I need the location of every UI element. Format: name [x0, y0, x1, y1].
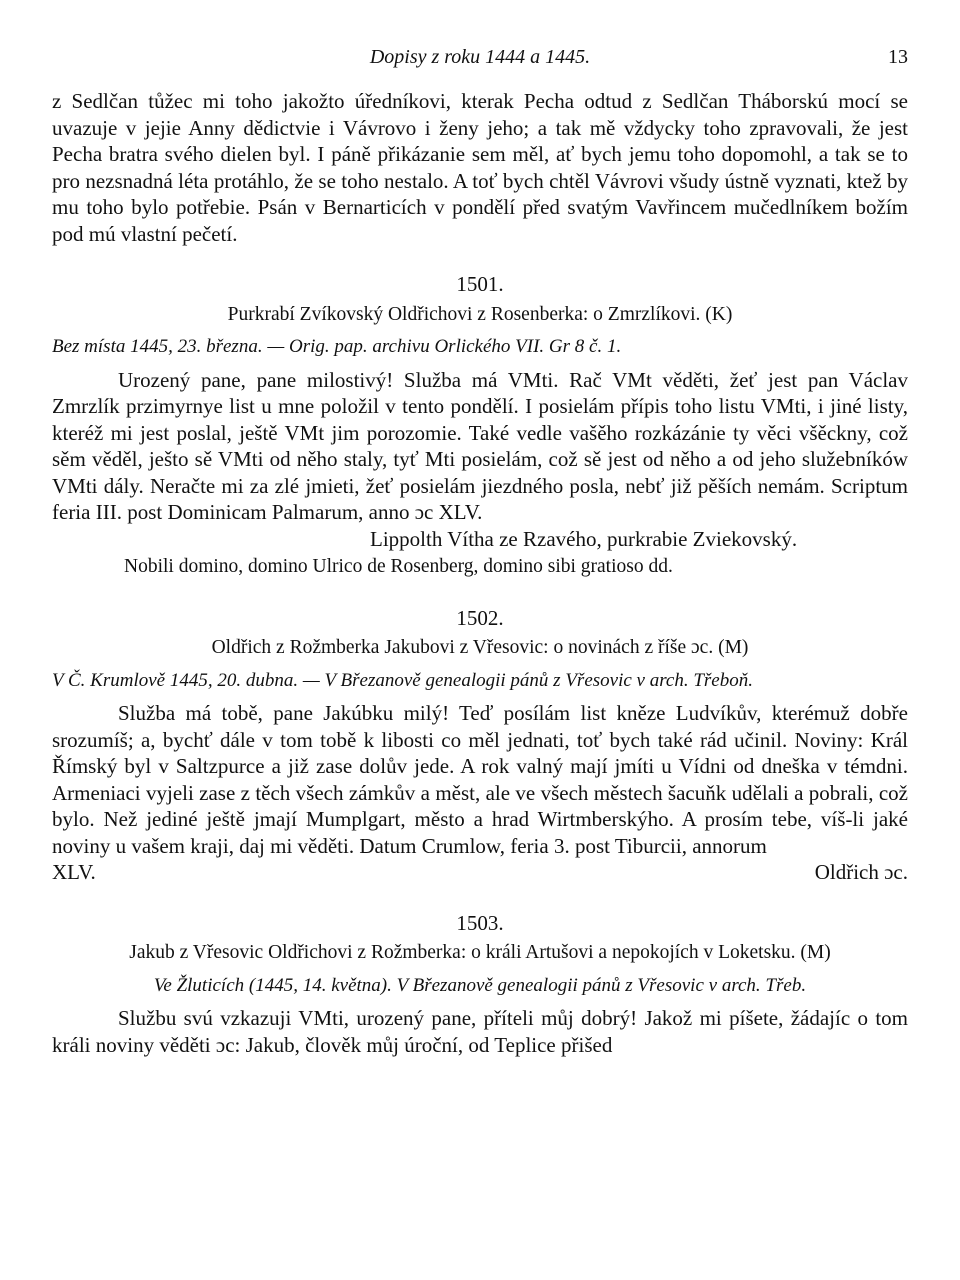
letter-regest: Oldřich z Rožmberka Jakubovi z Vřesovic: o novinách z říše ɔc. (M): [211, 637, 749, 658]
letter-signature: Lippolth Vítha ze Rzavého, purkrabie Zviekovský.: [370, 526, 798, 551]
letter-source: Bez místa 1445, 23. března. — Orig. pap. archivu Orlického VII. Gr 8 č. 1.: [52, 336, 622, 357]
page-header: [52, 44, 908, 72]
letter-source: Ve Žluticích (1445, 14. května). V Březanově genealogii pánů z Vřesovic v arch. Třeb.: [153, 974, 807, 996]
letter-body: Urozený pane, pane milostivý! Služba má VMti. Rač VMt věděti, žeť jest pan Václav Zmrzlík przimyrnye list u mne položil v tento pondělí. I posielám přípis toho listu VMti, i jiné listy, kteréž mi jest poslal, ještě VMt jim porozomie. Také vedle vašěho rozkázánie ty věci všěckny, což sěm věděl, ješto sě VMti od něho staly, tyť Mti posielám, což sě jest od něho a od jeho služebníków VMti dály. Neračte mi za zlé jmieti, žeť posielám jiezdného posla, nebť již pěších nemám. Scriptum feria III. post Dominicam Palmarum, anno ɔc XLV.: [52, 367, 908, 524]
letter-closing: [52, 859, 908, 886]
letter-1502: [52, 605, 908, 886]
letter-regest: Jakub z Vřesovic Oldřichovi z Rožmberka: o králi Artušovi a nepokojích v Loketsku. (M): [129, 942, 831, 963]
closing-year: XLV.: [52, 860, 96, 884]
letter-number: 1503.: [456, 910, 504, 935]
letter-source: V Č. Krumlově 1445, 20. dubna. — V Březanově genealogii pánů z Vřesovic v arch. Třeboň.: [52, 669, 753, 691]
letter-signature: Oldřich ɔc.: [814, 860, 908, 884]
letter-address: Nobili domino, domino Ulrico de Rosenberg, domino sibi gratioso dd.: [124, 556, 673, 577]
letter-1503: [52, 910, 908, 1059]
letter-number: 1502.: [456, 605, 504, 630]
letter-regest: Purkrabí Zvíkovský Oldřichovi z Rosenberka: o Zmrzlíkovi. (K): [227, 303, 733, 325]
intro-paragraph: z Sedlčan tůžec mi toho jakožto úředníkovi, kterak Pecha odtud z Sedlčan Tháborskú mocí se uvazuje v jejie Anny dědictvie i Vávrovo i ženy jeho; a tak mě vždycky toho zpravovali, že jest Pecha bratra svého dielen byl. I páně přikázanie sem měl, ať bych jemu toho dopomohl, a tak se to pro nezsnadná léta protáhlo, že se toho nestalo. A toť bych chtěl Vávrovi všudy ústně vyznati, ktež by mu toho bylo potřebie. Psán v Bernarticích v pondělí před svatým Vavřincem mučedlníkem božím pod mú vlastní pečetí.: [52, 89, 908, 246]
letter-body: Službu svú vzkazuji VMti, urozený pane, příteli můj dobrý! Jakož mi píšete, žádajíc o tom králi noviny věděti ɔc: Jakub, člověk můj úroční, od Teplice přišed: [52, 1006, 908, 1057]
letter-1501: [52, 271, 908, 581]
document-page: [52, 44, 908, 1058]
letter-number: 1501.: [456, 272, 504, 296]
page-number: 13: [888, 46, 908, 68]
letter-body: Služba má tobě, pane Jakúbku milý! Teď posílám list kněze Ludvíkův, kterémuž dobře srozumíš; a, bychť dále v tom tobě k libosti co měl jednati, toť bych také rád učinil. Noviny: Král Římský byl v Saltzpurce a již zase dolův jede. A rok valný mají jmíti u Vídni od dneška v témdni. Armeniaci vyjeli zase z těch všech zámkův a měst, ale ve všech městech šacuňk udělali a pobrali, což bylo. Než jediné ještě jmají Mumplgart, město a hrad Wirtmberskýho. A prosím tebe, víš-li jaké noviny u vašem kraji, daj mi věděti. Datum Crumlow, feria 3. post Tiburcii, annorum: [52, 701, 908, 858]
running-title: Dopisy z roku 1444 a 1445.: [369, 46, 591, 68]
